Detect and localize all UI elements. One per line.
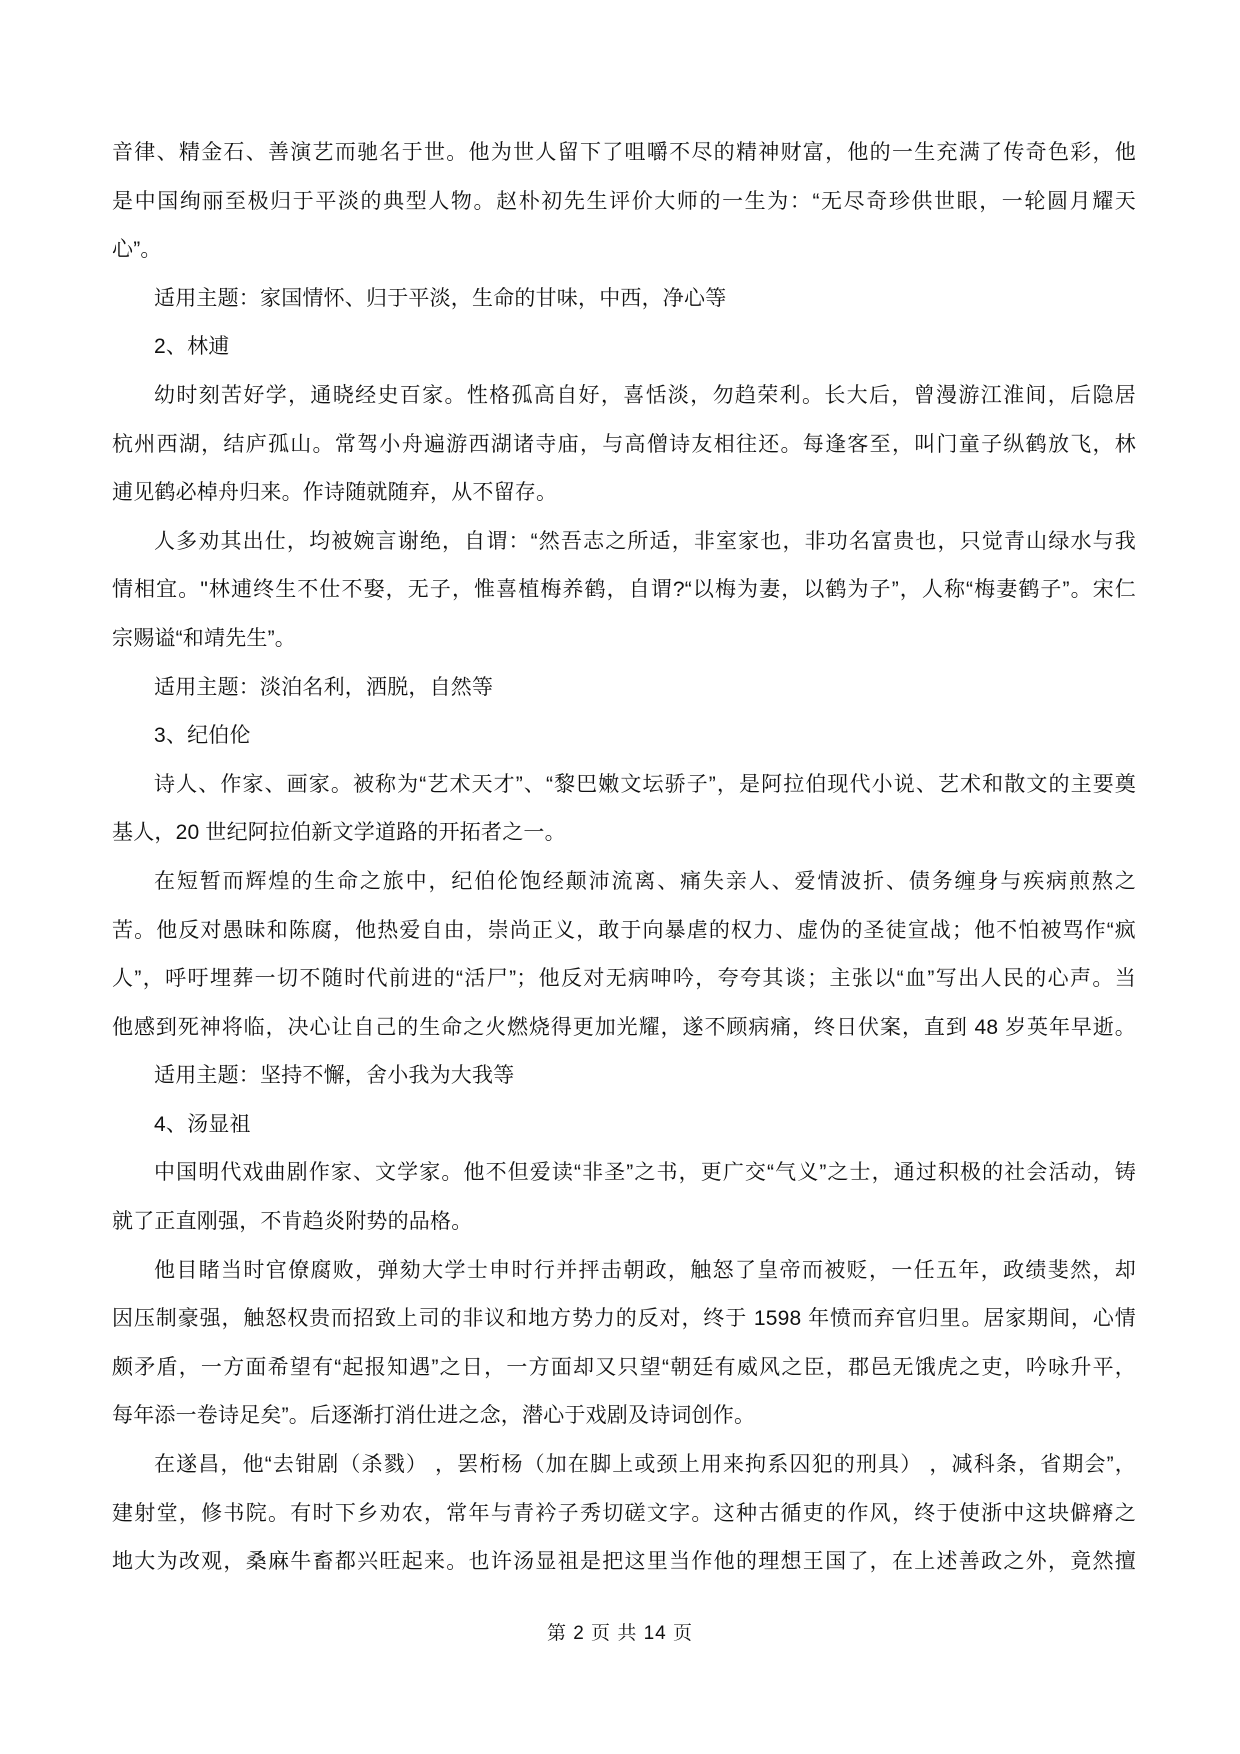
section-heading: 4、汤显祖 <box>154 1112 251 1136</box>
page-footer: 第 2 页 共 14 页 <box>546 1623 694 1644</box>
text-line: 他目睹当时官僚腐败，弹劾大学士申时行并抨击朝政，触怒了皇帝而被贬，一任五年，政绩斐然，却 <box>154 1258 1136 1282</box>
section-heading: 2、林逋 <box>154 335 230 359</box>
text-line: 诗人、作家、画家。被称为“艺术天才”、“黎巴嫩文坛骄子”，是阿拉伯现代小说、艺术和散文的主要奠 <box>154 772 1136 796</box>
text-line: 建射堂，修书院。有时下乡劝农，常年与青衿子秀切磋文字。这种古循吏的作风，终于使浙中这块僻瘠之 <box>112 1501 1136 1525</box>
text-line: 就了正直刚强，不肯趋炎附势的品格。 <box>112 1210 473 1234</box>
text-line: 他感到死神将临，决心让自己的生命之火燃烧得更加光耀，遂不顾病痛，终日伏案，直到 48 岁英年早逝。 <box>112 1015 1136 1039</box>
text-line: 音律、精金石、善演艺而驰名于世。他为世人留下了咀嚼不尽的精神财富，他的一生充满了传奇色彩，他 <box>112 141 1136 164</box>
text-line: 在遂昌，他“去钳剧（杀戮） ，罢桁杨（加在脚上或颈上用来拘系囚犯的刑具） ，减科条，省期会”， <box>154 1453 1136 1477</box>
text-line: 地大为改观，桑麻牛畜都兴旺起来。也许汤显祖是把这里当作他的理想王国了，在上述善政之外，竟然擅 <box>112 1550 1136 1574</box>
text-line: 因压制豪强，触怒权贵而招致上司的非议和地方势力的反对，终于 1598 年愤而弃官归里。居家期间，心情 <box>112 1307 1136 1331</box>
text-line: 幼时刻苦好学，通晓经史百家。性格孤高自好，喜恬淡，勿趋荣利。长大后，曾漫游江淮间，后隐居 <box>154 383 1136 407</box>
text-line: 每年添一卷诗足矣”。后逐渐打消仕进之念，潜心于戏剧及诗词创作。 <box>112 1404 756 1428</box>
text-line: 杭州西湖，结庐孤山。常驾小舟遍游西湖诸寺庙，与高僧诗友相往还。每逢客至，叫门童子纵鹤放飞，林 <box>112 432 1136 456</box>
text-line: 人”，呼吁埋葬一切不随时代前进的“活尸”；他反对无病呻吟，夸夸其谈；主张以“血”写出人民的心声。当 <box>112 967 1136 991</box>
text-line: 心”。 <box>112 238 162 262</box>
text-line: 适用主题：家国情怀、归于平淡，生命的甘味，中西，净心等 <box>154 286 727 310</box>
text-line: 适用主题：淡泊名利，洒脱，自然等 <box>154 675 494 699</box>
text-line: 宗赐谥“和靖先生”。 <box>112 626 296 650</box>
document-body <box>112 129 1136 1587</box>
text-line: 中国明代戏曲剧作家、文学家。他不但爱读“非圣”之书，更广交“气义”之士，通过积极的社会活动，铸 <box>154 1161 1136 1185</box>
section-heading: 3、纪伯伦 <box>154 724 251 748</box>
text-line: 适用主题：坚持不懈，舍小我为大我等 <box>154 1064 515 1088</box>
text-line: 基人，20 世纪阿拉伯新文学道路的开拓者之一。 <box>112 821 566 845</box>
text-line: 人多劝其出仕，均被婉言谢绝，自谓：“然吾志之所适，非室家也，非功名富贵也，只觉青山绿水与我 <box>154 529 1136 553</box>
text-line: 是中国绚丽至极归于平淡的典型人物。赵朴初先生评价大师的一生为：“无尽奇珍供世眼，一轮圆月耀天 <box>112 189 1136 213</box>
text-line: 情相宜。"林逋终生不仕不娶，无子，惟喜植梅养鹤，自谓?“以梅为妻，以鹤为子”，人称“梅妻鹤子”。宋仁 <box>112 578 1136 602</box>
text-line: 颇矛盾，一方面希望有“起报知遇”之日，一方面却又只望“朝廷有威风之臣，郡邑无饿虎之吏，吟咏升平， <box>112 1355 1136 1379</box>
text-line: 在短暂而辉煌的生命之旅中，纪伯伦饱经颠沛流离、痛失亲人、爱情波折、债务缠身与疾病煎熬之 <box>154 869 1136 893</box>
text-line: 苦。他反对愚昧和陈腐，他热爱自由，崇尚正义，敢于向暴虐的权力、虚伪的圣徒宣战；他不怕被骂作“疯 <box>112 918 1136 942</box>
text-line: 逋见鹤必棹舟归来。作诗随就随弃，从不留存。 <box>112 481 558 505</box>
